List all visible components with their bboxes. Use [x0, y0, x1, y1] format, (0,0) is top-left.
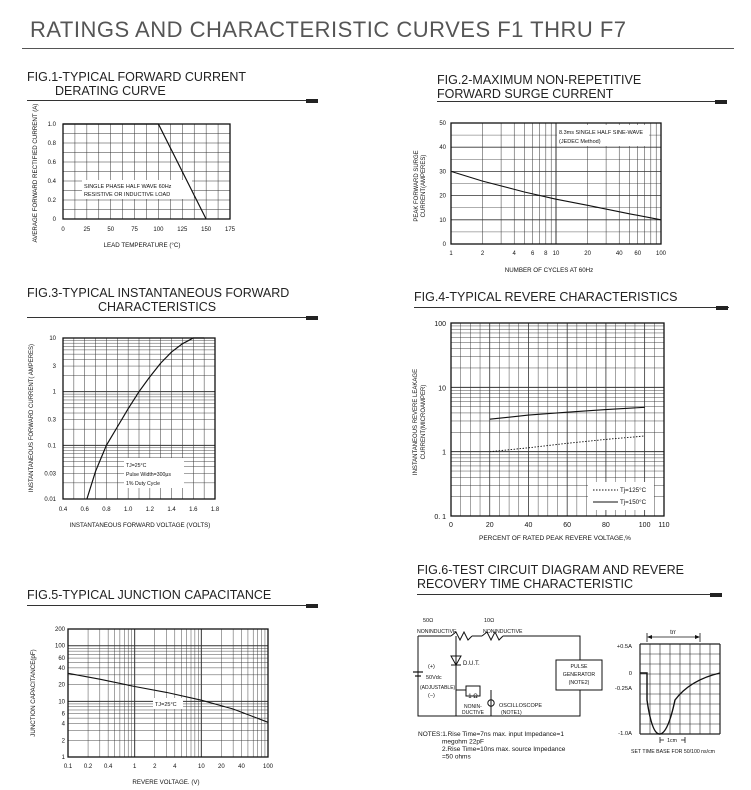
fig3-y-tick: 0.1	[47, 443, 56, 450]
fig5-x-label: REVERE VOLTAGE. (V)	[132, 779, 200, 786]
fig6-minus: (−)	[428, 693, 435, 699]
fig6-r1-value: 50Ω	[423, 618, 434, 624]
fig2-x-tick: 10	[552, 251, 560, 257]
fig6-r3-label2: DUCTIVE	[462, 710, 484, 716]
fig4-x-tick: 80	[602, 522, 610, 529]
fig1-x-label: LEAD TEMPERATURE (°C)	[103, 242, 181, 249]
fig1-y-label: AVERAGE FORWARD RECTIFIED CURRENT (A)	[32, 103, 39, 243]
fig6-trr-label: trr	[670, 630, 676, 636]
fig2-note-line-1: (JEDEC Method)	[559, 139, 601, 145]
fig5-x-tick: 100	[262, 764, 274, 770]
fig2-y-label-line1: PEAK FORWARD SURGE	[414, 150, 420, 222]
fig6-plus: (+)	[428, 664, 435, 670]
fig1-x-tick: 150	[201, 227, 212, 233]
fig3-y-tick: 1	[52, 389, 56, 396]
fig4-x-tick: 110	[658, 522, 670, 529]
fig2-x-label: NUMBER OF CYCLES AT 60Hz	[504, 267, 594, 274]
fig6-scope-label: OSCILLOSCOPE	[499, 703, 543, 709]
fig5-y-tick: 2	[61, 738, 65, 745]
fig5-x-tick: 1	[132, 764, 137, 770]
fig3-note-line-1: Pulse Width=300μs	[126, 472, 171, 478]
fig3-y-tick: 3	[52, 364, 56, 371]
fig6-trr-arrowhead-left	[647, 635, 652, 639]
fig1-y-tick: 0.4	[47, 179, 56, 185]
fig1-x-tick: 75	[131, 227, 138, 233]
fig6-y-plus: +0.5A	[616, 644, 632, 650]
fig4-y-tick: 0. 1	[434, 514, 446, 521]
fig6-pulse-label2: GENERATOR	[562, 672, 596, 678]
fig6-y-mid: -0.25A	[614, 686, 632, 692]
fig2-title-line2: FORWARD SURGE CURRENT	[437, 87, 614, 101]
fig1-title-line2: DERATING CURVE	[55, 84, 166, 98]
fig2-x-tick: 4	[512, 251, 516, 257]
fig1-note-line-1: RESISTIVE OR INDUCTIVE LOAD	[84, 192, 171, 198]
fig3-x-tick: 0.6	[80, 507, 89, 513]
fig6-note-line-0: NOTES:1.Rise Time=7ns max. input Impedance=1	[418, 731, 564, 738]
fig5-y-tick: 6	[61, 711, 65, 718]
fig4-y-label-line2: CURRENT(MICROAMPER)	[421, 384, 427, 460]
fig4-x-tick: 20	[485, 522, 494, 529]
fig6-r3-value: 1 Ω	[468, 694, 478, 700]
fig4-x-tick: 100	[638, 522, 651, 529]
fig2-x-tick: 20	[584, 251, 591, 257]
fig5-y-tick: 20	[58, 682, 65, 689]
fig3-y-tick: 0.3	[47, 417, 56, 424]
fig2-y-tick: 10	[439, 217, 446, 224]
fig6-y-zero: 0	[628, 671, 632, 677]
fig5-x-tick: 2	[153, 764, 157, 770]
fig5-note-line-0: TJ=25°C	[155, 702, 177, 708]
fig2-x-tick: 1	[449, 251, 453, 257]
fig1-x-tick: 125	[177, 227, 188, 233]
fig6-dut-label: D.U.T.	[463, 661, 480, 667]
fig6-r3-label1: NONIN-	[464, 704, 482, 710]
fig3-x-tick: 1.0	[123, 507, 133, 513]
fig5-y-tick: 4	[61, 721, 65, 728]
fig1-note-line-0: SINGLE PHASE HALF WAVE 60Hz	[84, 184, 172, 190]
fig4-x-label: PERCENT OF RATED PEAK REVERE VOLTAGE,%	[479, 535, 631, 542]
fig6-title-line2: RECOVERY TIME CHARACTERISTIC	[417, 577, 634, 591]
fig5-x-tick: 10	[197, 764, 205, 770]
fig5-x-tick: 40	[238, 764, 245, 770]
fig2-x-tick: 6	[531, 251, 535, 257]
fig2-y-tick: 40	[439, 145, 446, 152]
fig3-y-tick: 10	[49, 336, 56, 342]
fig6-trr-arrowhead-right	[695, 635, 700, 639]
fig4-y-tick: 1	[442, 449, 446, 457]
fig4-legend-label-150: Tj=150°C	[620, 499, 647, 506]
fig6-note-line-2: 2.Rise Time=10ns max. source Impedance	[442, 746, 566, 753]
fig6-adjustable: (ADJUSTABLE)	[420, 685, 456, 691]
fig6-r1-label: NONINDUCTIVE	[417, 629, 457, 635]
fig5-y-tick: 200	[54, 627, 65, 633]
fig6-cm-label: 1cm	[667, 738, 677, 744]
fig3-y-tick: 0.01	[44, 497, 56, 503]
fig5-y-tick: 1	[61, 755, 65, 761]
fig3-note-line-2: 1% Duty Cycle	[126, 481, 161, 487]
fig5-y-tick: 100	[54, 643, 65, 650]
fig6-note-line-3: =50 ohms	[442, 753, 471, 761]
fig1-title-line1: FIG.1-TYPICAL FORWARD CURRENT	[27, 70, 246, 84]
fig6-supply: 50Vdc	[426, 675, 442, 681]
fig5-capacitance-line	[68, 673, 268, 722]
fig6-y-min: -1.0A	[618, 731, 632, 737]
fig2-y-tick: 50	[439, 121, 446, 127]
fig5-title-line1: FIG.5-TYPICAL JUNCTION CAPACITANCE	[27, 588, 272, 602]
fig3-title-line1: FIG.3-TYPICAL INSTANTANEOUS FORWARD	[27, 286, 290, 300]
fig2-y-tick: 30	[439, 169, 446, 176]
fig6-r2-value: 10Ω	[484, 618, 495, 624]
fig1-y-tick: 0.2	[47, 198, 56, 204]
fig1-y-tick: 0	[52, 217, 56, 223]
fig2-y-label-line2: CURRENT(AMPERES)	[421, 154, 427, 218]
fig4-x-tick: 60	[563, 522, 572, 529]
fig2-x-tick: 2	[480, 251, 485, 257]
fig1-y-tick: 1.0	[47, 122, 56, 128]
fig1-y-tick: 0.8	[47, 141, 56, 147]
fig5-x-tick: 4	[173, 764, 177, 770]
fig2-x-tick: 8	[544, 251, 548, 257]
fig3-note-line-0: TJ=25°C	[126, 463, 147, 469]
fig3-y-tick: 0.03	[44, 471, 56, 478]
fig3-x-tick: 1.2	[145, 507, 155, 513]
fig2-note-line-0: 8.3ms SINGLE HALF SINE-WAVE	[559, 130, 644, 136]
fig2-y-tick: 0	[442, 242, 446, 248]
fig5-y-label: JUNCTION CAPACITANCE(pF)	[30, 649, 37, 737]
fig3-y-label: INSTANTANEOUS FORWARD CURRENT( AMPERES)	[29, 343, 35, 493]
fig3-x-tick: 1.4	[167, 507, 176, 513]
fig4-y-tick: 10	[438, 385, 446, 393]
fig2-title-line1: FIG.2-MAXIMUM NON-REPETITIVE	[437, 73, 642, 87]
fig5-x-tick: 0.4	[103, 764, 113, 770]
fig4-title-line1: FIG.4-TYPICAL REVERE CHARACTERISTICS	[414, 290, 678, 304]
fig5-y-tick: 60	[58, 656, 65, 663]
fig2-x-tick: 40	[615, 251, 623, 257]
page-title: RATINGS AND CHARACTERISTIC CURVES F1 THRU F7	[30, 17, 627, 42]
fig1-x-tick: 0	[61, 227, 65, 233]
fig6-note-line-1: megohm 22pF	[442, 738, 484, 746]
fig3-title-line2: CHARACTERISTICS	[98, 300, 217, 314]
fig6-pulse-label1: PULSE	[570, 664, 588, 670]
fig4-x-tick: 0	[449, 522, 453, 529]
fig3-x-tick: 0.8	[102, 507, 111, 513]
fig5-x-tick: 0.1	[63, 764, 73, 770]
fig6-scope-note: (NOTE1)	[501, 710, 522, 716]
fig5-y-tick: 10	[58, 699, 65, 706]
fig5-y-tick: 40	[58, 665, 65, 672]
fig1-x-tick: 100	[153, 227, 164, 233]
fig4-y-tick: 100	[434, 321, 446, 328]
fig1-x-tick: 25	[83, 227, 91, 233]
fig6-pulse-label3: (NOTE2)	[568, 680, 590, 686]
fig4-x-tick: 40	[524, 522, 533, 529]
fig3-x-tick: 0.4	[58, 507, 68, 513]
fig2-x-tick: 100	[655, 251, 667, 257]
fig6-r2-label: NONINDUCTIVE	[483, 629, 523, 635]
fig6-title-line1: FIG.6-TEST CIRCUIT DIAGRAM AND REVERE	[417, 563, 684, 577]
fig6-timebase: SET TIME BASE FOR 50/100 ns/cm	[631, 749, 715, 755]
fig2-y-tick: 20	[439, 193, 446, 200]
fig3-x-tick: 1.6	[189, 507, 198, 513]
fig1-x-tick: 175	[224, 227, 236, 233]
fig3-x-label: INSTANTANEOUS FORWARD VOLTAGE (VOLTS)	[69, 522, 211, 529]
fig1-y-tick: 0.6	[47, 160, 56, 166]
fig2-x-tick: 60	[634, 251, 642, 257]
fig4-y-label-line1: INSTANTANEOUS REVERE LEAKAGE	[413, 368, 419, 476]
fig5-x-tick: 20	[218, 764, 225, 770]
fig3-x-tick: 1.8	[210, 507, 220, 513]
fig5-x-tick: 0.2	[83, 764, 93, 770]
fig4-legend-label-125: Tj=125°C	[620, 487, 647, 494]
fig1-x-tick: 50	[107, 227, 115, 233]
